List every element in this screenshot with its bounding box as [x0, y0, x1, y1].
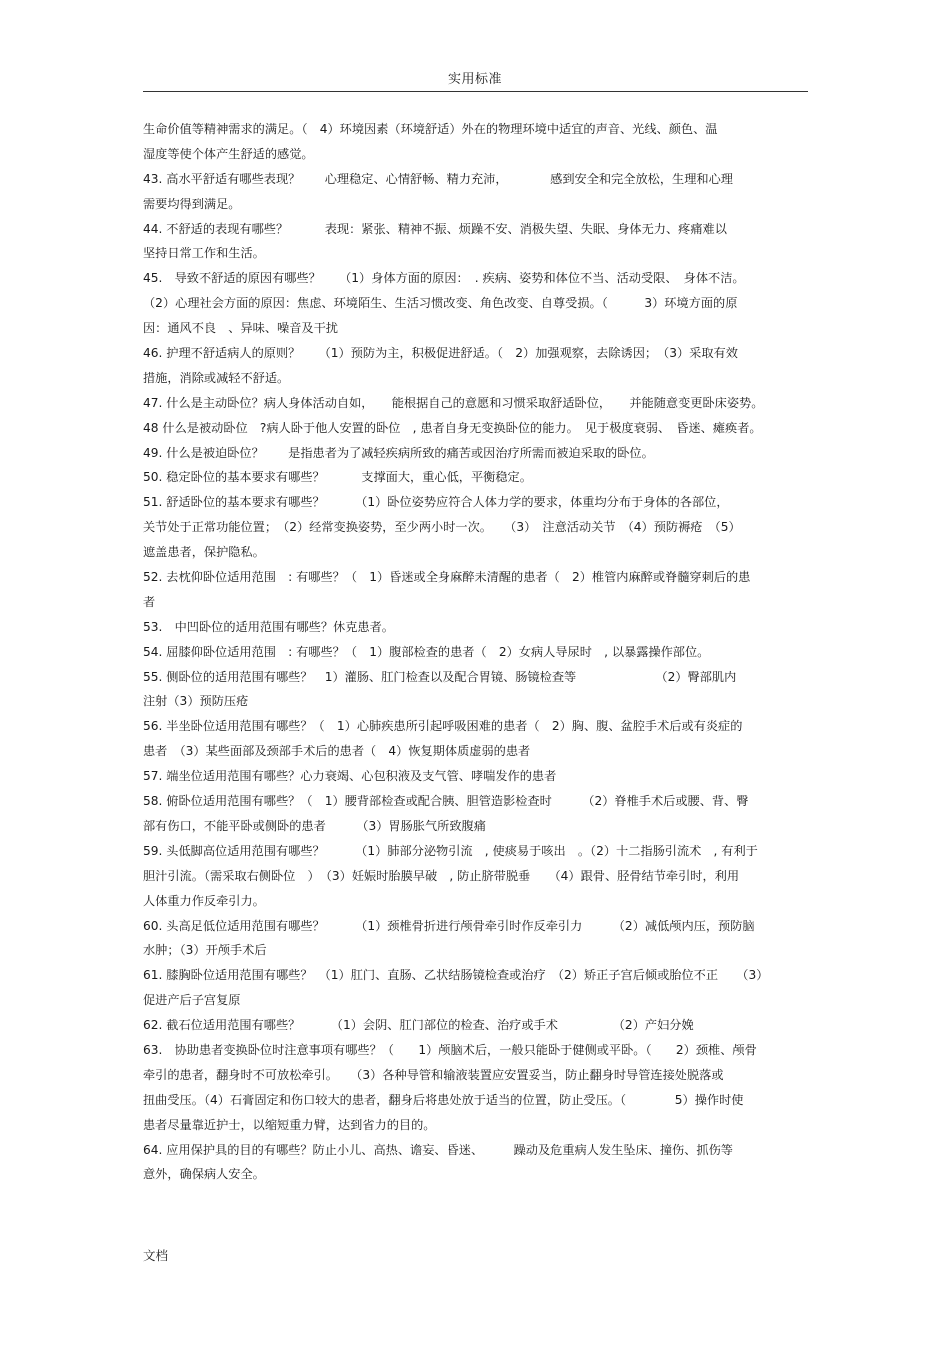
- text-line: 44. 不舒适的表现有哪些？ 表现：紧张、精神不振、烦躁不安、消极失望、失眠、身体无力、疼痛难以: [143, 221, 727, 236]
- text-line: 62. 截石位适用范围有哪些？ （1）会阴、肛门部位的检查、治疗或手术 （2）产妇分娩: [143, 1018, 694, 1033]
- text-line: 58. 俯卧位适用范围有哪些？（ 1）腰背部检查或配合胰、胆管造影检查时 （2）脊椎手术后或腰、背、臀: [143, 794, 749, 809]
- text-line: 坚持日常工作和生活。: [143, 246, 265, 261]
- text-line: 胆汁引流。（需采取右侧卧位 ） （3）妊娠时胎膜早破 , 防止脐带脱垂 （4）跟骨、胫骨结节牵引时，利用: [143, 868, 740, 883]
- text-line: 47. 什么是主动卧位？病人身体活动自如， 能根据自己的意愿和习惯采取舒适卧位， 并能随意变更卧床姿势。: [143, 395, 764, 410]
- text-line: 55. 侧卧位的适用范围有哪些？ 1）灌肠、肛门检查以及配合胃镜、肠镜检查等 （2）臀部肌内: [143, 669, 737, 684]
- text-line: 因：通风不良 、异味、噪音及干扰: [143, 321, 338, 336]
- text-line: 意外，确保病人安全。: [143, 1167, 265, 1182]
- text-line: 患者 （3）某些面部及颈部手术后的患者（ 4）恢复期体质虚弱的患者: [143, 744, 531, 759]
- text-line: 61. 膝胸卧位适用范围有哪些？ （1）肛门、直肠、乙状结肠镜检查或治疗 （2）矫正子宫后倾或胎位不正 （3）: [143, 968, 769, 983]
- text-line: 45. 导致不舒适的原因有哪些？ （1）身体方面的原因： . 疾病、姿势和体位不当、活动受限、 身体不洁。: [143, 271, 745, 286]
- text-line: 遮盖患者，保护隐私。: [143, 545, 265, 560]
- text-line: 50. 稳定卧位的基本要求有哪些？ 支撑面大，重心低，平衡稳定。: [143, 470, 532, 485]
- text-line: 43. 高水平舒适有哪些表现？ 心理稳定、心情舒畅、精力充沛， 感到安全和完全放松，生理和心理: [143, 171, 733, 186]
- text-line: （2）心理社会方面的原因：焦虑、环境陌生、生活习惯改变、角色改变、自尊受损。（ 3）环境方面的原: [143, 296, 738, 311]
- page-header: 实用标准: [447, 72, 502, 87]
- text-line: 59. 头低脚高位适用范围有哪些？ （1）肺部分泌物引流 , 使痰易于咳出 。（2）十二指肠引流术 , 有利于: [143, 843, 758, 858]
- text-line: 60. 头高足低位适用范围有哪些？ （1）颈椎骨折进行颅骨牵引时作反牵引力 （2）减低颅内压，预防脑: [143, 918, 755, 933]
- text-line: 52. 去枕仰卧位适用范围 : 有哪些？（ 1）昏迷或全身麻醉未清醒的患者（ 2）椎管内麻醉或脊髓穿刺后的患: [143, 570, 751, 585]
- header-divider: [143, 91, 808, 92]
- text-line: 49. 什么是被迫卧位？ 是指患者为了减轻疾病所致的痛苦或因治疗所需而被迫采取的卧位。: [143, 445, 654, 460]
- text-line: 关节处于正常功能位置； （2）经常变换姿势，至少两小时一次。 （3） 注意活动关节 （4）预防褥疮 （5）: [143, 520, 741, 535]
- document-body: [143, 117, 808, 1187]
- text-line: 64. 应用保护具的目的有哪些？防止小儿、高热、谵妄、昏迷、 躁动及危重病人发生坠床、撞伤、抓伤等: [143, 1142, 733, 1157]
- text-line: 部有伤口，不能平卧或侧卧的患者 （3）胃肠胀气所致腹痛: [143, 818, 486, 833]
- text-line: 57. 端坐位适用范围有哪些？心力衰竭、心包积液及支气管、哮喘发作的患者: [143, 769, 557, 784]
- text-line: 注射（3）预防压疮: [143, 694, 249, 709]
- page-footer: 文档: [143, 1248, 169, 1263]
- text-line: 促进产后子宫复原: [143, 993, 241, 1008]
- text-line: 措施，消除或减轻不舒适。: [143, 370, 290, 385]
- text-line: 人体重力作反牵引力。: [143, 893, 265, 908]
- text-line: 53. 中凹卧位的适用范围有哪些？休克患者。: [143, 619, 394, 634]
- text-line: 生命价值等精神需求的满足。（ 4）环境因素（环境舒适）外在的物理环境中适宜的声音、光线、颜色、温: [143, 122, 718, 136]
- text-line: 51. 舒适卧位的基本要求有哪些？ （1）卧位姿势应符合人体力学的要求，体重均分布于身体的各部位，: [143, 495, 729, 510]
- text-line: 牵引的患者，翻身时不可放松牵引。 （3）各种导管和输液装置应安置妥当，防止翻身时导管连接处脱落或: [143, 1067, 724, 1082]
- text-line: 63. 协助患者变换卧位时注意事项有哪些？（ 1）颅脑术后，一般只能卧于健侧或平卧。（ 2）颈椎、颅骨: [143, 1042, 757, 1057]
- text-line: 患者尽量靠近护士，以缩短重力臂，达到省力的目的。: [143, 1117, 436, 1132]
- text-line: 者: [143, 594, 156, 609]
- text-line: 湿度等使个体产生舒适的感觉。: [143, 146, 314, 161]
- text-line: 水肿；（3）开颅手术后: [143, 943, 267, 958]
- text-line: 54. 屈膝仰卧位适用范围 : 有哪些？（ 1）腹部检查的患者（ 2）女病人导尿时 , 以暴露操作部位。: [143, 644, 710, 659]
- text-line: 48 什么是被动卧位 ?病人卧于他人安置的卧位 , 患者自身无变换卧位的能力。 见于极度衰弱、 昏迷、瘫痪者。: [143, 420, 762, 435]
- text-line: 46. 护理不舒适病人的原则？ （1）预防为主，积极促进舒适。（ 2）加强观察，去除诱因； （3）采取有效: [143, 346, 738, 361]
- text-line: 扭曲受压。（4）石膏固定和伤口较大的患者，翻身后将患处放于适当的位置，防止受压。（ 5）操作时使: [143, 1092, 744, 1107]
- text-line: 需要均得到满足。: [143, 196, 241, 211]
- text-line: 56. 半坐卧位适用范围有哪些？（ 1）心肺疾患所引起呼吸困难的患者（ 2）胸、腹、盆腔手术后或有炎症的: [143, 719, 743, 734]
